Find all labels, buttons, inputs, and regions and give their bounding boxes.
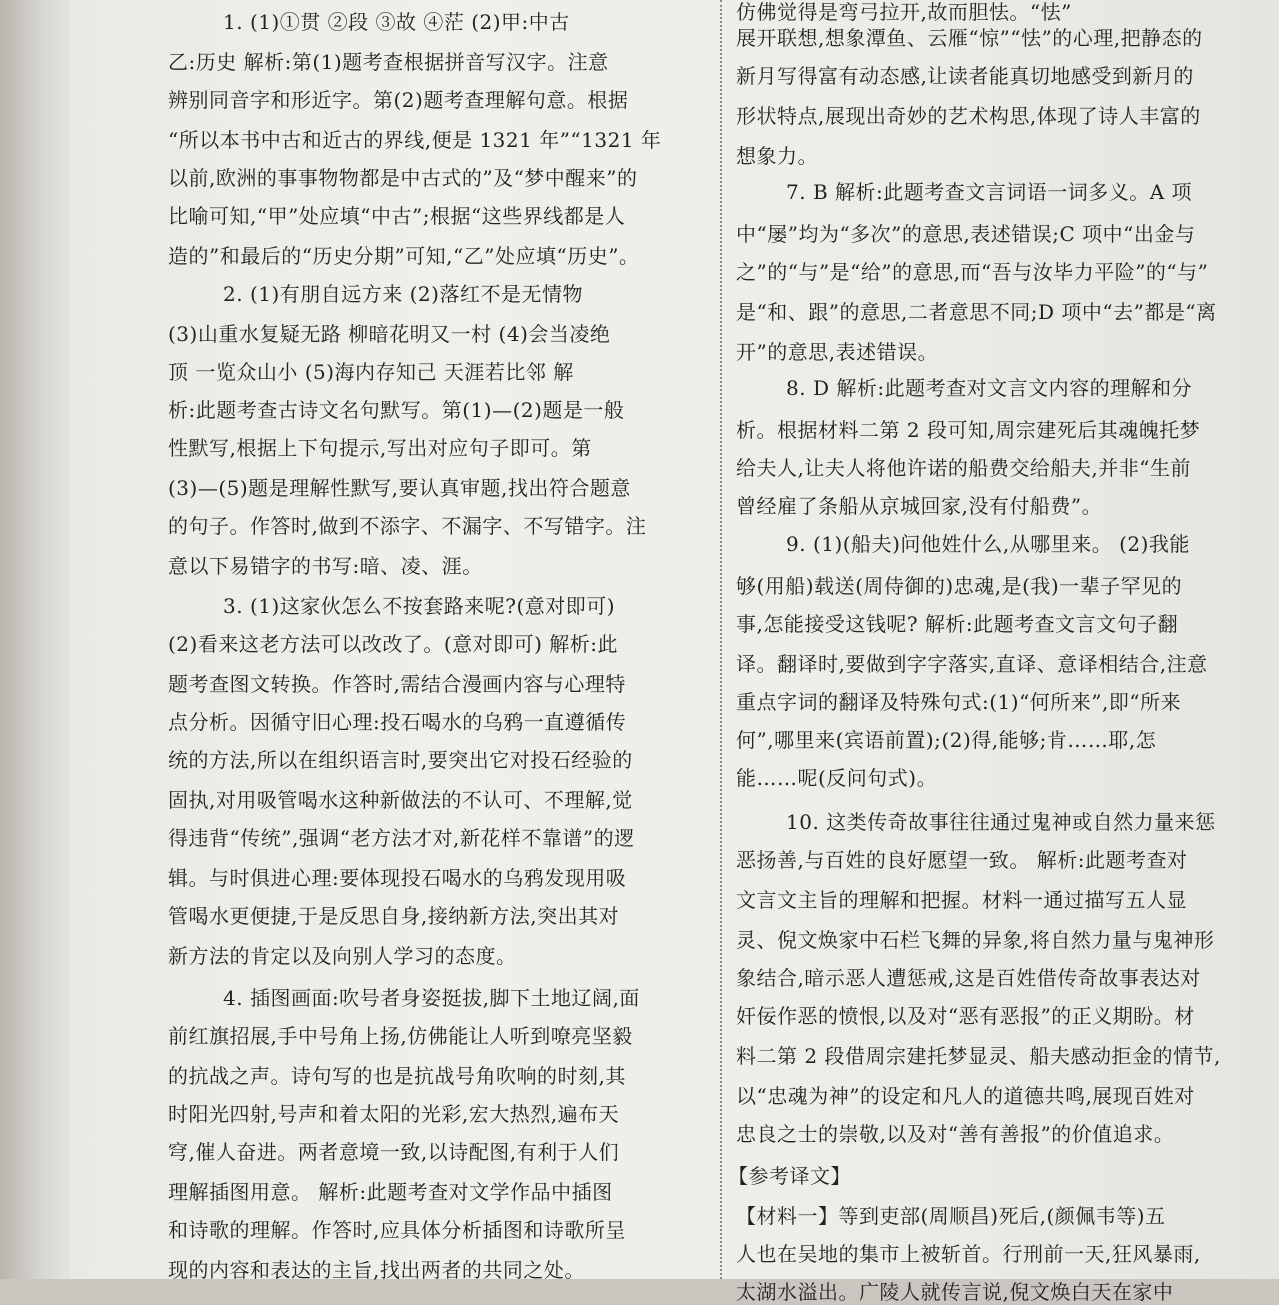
left-text-line: 固执,对用吸管喝水这种新做法的不认可、不理解,觉 [168, 788, 633, 812]
left-text-line: 理解插图用意。 解析:此题考查对文学作品中插图 [168, 1180, 613, 1204]
left-text-line: 统的方法,所以在组织语言时,要突出它对投石经验的 [168, 748, 633, 772]
right-text-line: 【材料一】等到吏部(周顺昌)死后,(颜佩韦等)五 [736, 1204, 1166, 1228]
right-text-line: 仿佛觉得是弯弓拉开,故而胆怯。“怯” [736, 0, 1072, 24]
left-text-line: 1. (1)①贯 ②段 ③故 ④茫 (2)甲:中古 [223, 10, 570, 34]
right-text-line: 灵、倪文焕家中石栏飞舞的异象,将自然力量与鬼神形 [736, 928, 1215, 952]
left-text-line: 比喻可知,“甲”处应填“中古”;根据“这些界线都是人 [168, 204, 626, 228]
left-text-line: 的抗战之声。诗句写的也是抗战号角吹响的时刻,其 [168, 1064, 626, 1088]
left-text-line: 析:此题考查古诗文名句默写。第(1)—(2)题是一般 [168, 398, 625, 422]
left-text-line: 3. (1)这家伙怎么不按套路来呢?(意对即可) [223, 594, 616, 618]
right-text-line: 8. D 解析:此题考查对文言文内容的理解和分 [786, 376, 1193, 400]
left-text-line: 辑。与时俱进心理:要体现投石喝水的乌鸦发现用吸 [168, 866, 627, 890]
right-text-line: 7. B 解析:此题考查文言词语一词多义。A 项 [786, 180, 1193, 204]
right-text-line: 恶扬善,与百姓的良好愿望一致。 解析:此题考查对 [736, 848, 1188, 872]
right-text-line: 象结合,暗示恶人遭惩戒,这是百姓借传奇故事表达对 [736, 966, 1201, 990]
left-text-line: 性默写,根据上下句提示,写出对应句子即可。第 [168, 436, 592, 460]
column-divider [720, 0, 722, 1279]
left-text-line: 辨别同音字和形近字。第(2)题考查理解句意。根据 [168, 88, 629, 112]
right-text-line: 中“屡”均为“多次”的意思,表述错误;C 项中“出金与 [736, 222, 1196, 246]
left-text-line: 2. (1)有朋自远方来 (2)落红不是无情物 [223, 282, 583, 306]
left-text-line: 时阳光四射,号声和着太阳的光彩,宏大热烈,遍布天 [168, 1102, 620, 1126]
left-text-line: 题考查图文转换。作答时,需结合漫画内容与心理特 [168, 672, 626, 696]
right-text-line: 文言文主旨的理解和把握。材料一通过描写五人显 [736, 888, 1187, 912]
left-text-line: 前红旗招展,手中号角上扬,仿佛能让人听到嘹亮坚毅 [168, 1024, 633, 1048]
left-text-line: 管喝水更便捷,于是反思自身,接纳新方法,突出其对 [168, 904, 620, 928]
right-text-line: 以“忠魂为神”的设定和凡人的道德共鸣,展现百姓对 [736, 1084, 1195, 1108]
left-text-line: 造的”和最后的“历史分期”可知,“乙”处应填“历史”。 [168, 244, 640, 268]
left-text-line: 穹,催人奋进。两者意境一致,以诗配图,有利于人们 [168, 1140, 620, 1164]
right-text-line: 人也在吴地的集市上被斩首。行刑前一天,狂风暴雨, [736, 1242, 1201, 1266]
right-text-line: 开”的意思,表述错误。 [736, 340, 939, 364]
left-text-line: 顶 一览众山小 (5)海内存知己 天涯若比邻 解 [168, 360, 574, 384]
left-text-line: 新方法的肯定以及向别人学习的态度。 [168, 944, 517, 968]
left-text-line: (3)—(5)题是理解性默写,要认真审题,找出符合题意 [168, 476, 631, 500]
right-text-line: 料二第 2 段借周宗建托梦显灵、船夫感动拒金的情节, [736, 1044, 1221, 1068]
right-text-line: 10. 这类传奇故事往往通过鬼神或自然力量来惩 [786, 810, 1216, 834]
left-text-line: (2)看来这老方法可以改改了。(意对即可) 解析:此 [168, 632, 619, 656]
right-text-line: 之”的“与”是“给”的意思,而“吾与汝毕力平险”的“与” [736, 260, 1209, 284]
left-text-line: 和诗歌的理解。作答时,应具体分析插图和诗歌所呈 [168, 1218, 626, 1242]
right-text-line: 重点字词的翻译及特殊句式:(1)“何所来”,即“所来 [736, 690, 1182, 714]
left-text-line: 乙:历史 解析:第(1)题考查根据拼音写汉字。注意 [168, 50, 609, 74]
right-text-line: 译。翻译时,要做到字字落实,直译、意译相结合,注意 [736, 652, 1208, 676]
right-text-line: 是“和、跟”的意思,二者意思不同;D 项中“去”都是“离 [736, 300, 1217, 324]
left-text-line: (3)山重水复疑无路 柳暗花明又一村 (4)会当凌绝 [168, 322, 611, 346]
right-text-line: 新月写得富有动态感,让读者能真切地感受到新月的 [736, 64, 1194, 88]
left-text-line: 得违背“传统”,强调“老方法才对,新花样不靠谱”的逻 [168, 826, 635, 850]
right-text-line: 能……呢(反问句式)。 [736, 766, 938, 790]
right-text-line: 太湖水溢出。广陵人就传言说,倪文焕白天在家中 [736, 1280, 1174, 1304]
right-text-line: 忠良之士的崇敬,以及对“善有善报”的价值追求。 [736, 1122, 1175, 1146]
book-page [70, 0, 1279, 1304]
left-text-line: 的句子。作答时,做到不添字、不漏字、不写错字。注 [168, 514, 647, 538]
left-text-line: 现的内容和表达的主旨,找出两者的共同之处。 [168, 1258, 585, 1282]
left-text-line: 意以下易错字的书写:暗、凌、涯。 [168, 554, 483, 578]
book-gutter [0, 0, 70, 1279]
right-text-line: 析。根据材料二第 2 段可知,周宗建死后其魂魄托梦 [736, 418, 1201, 442]
right-text-line: 何”,哪里来(宾语前置);(2)得,能够;肯……耶,怎 [736, 728, 1157, 752]
right-text-line: 给夫人,让夫人将他许诺的船费交给船夫,并非“生前 [736, 456, 1191, 480]
right-text-line: 奸佞作恶的愤恨,以及对“恶有恶报”的正义期盼。材 [736, 1004, 1195, 1028]
right-text-line: 想象力。 [736, 144, 818, 168]
right-text-line: 曾经雇了条船从京城回家,没有付船费”。 [736, 494, 1103, 518]
right-text-line: 够(用船)载送(周侍御的)忠魂,是(我)一辈子罕见的 [736, 574, 1183, 598]
left-text-line: 4. 插图画面:吹号者身姿挺拔,脚下土地辽阔,面 [223, 986, 640, 1010]
right-text-line: 9. (1)(船夫)问他姓什么,从哪里来。 (2)我能 [786, 532, 1190, 556]
right-text-line: 形状特点,展现出奇妙的艺术构思,体现了诗人丰富的 [736, 104, 1201, 128]
right-text-line: 展开联想,想象潭鱼、云雁“惊”“怯”的心理,把静态的 [736, 26, 1203, 50]
left-text-line: 以前,欧洲的事事物物都是中古式的”及“梦中醒来”的 [168, 166, 638, 190]
right-text-line: 【参考译文】 [728, 1164, 851, 1188]
left-text-line: 点分析。因循守旧心理:投石喝水的乌鸦一直遵循传 [168, 710, 627, 734]
right-text-line: 事,怎能接受这钱呢? 解析:此题考查文言文句子翻 [736, 612, 1179, 636]
left-text-line: “所以本书中古和近古的界线,便是 1321 年”“1321 年 [168, 128, 662, 152]
